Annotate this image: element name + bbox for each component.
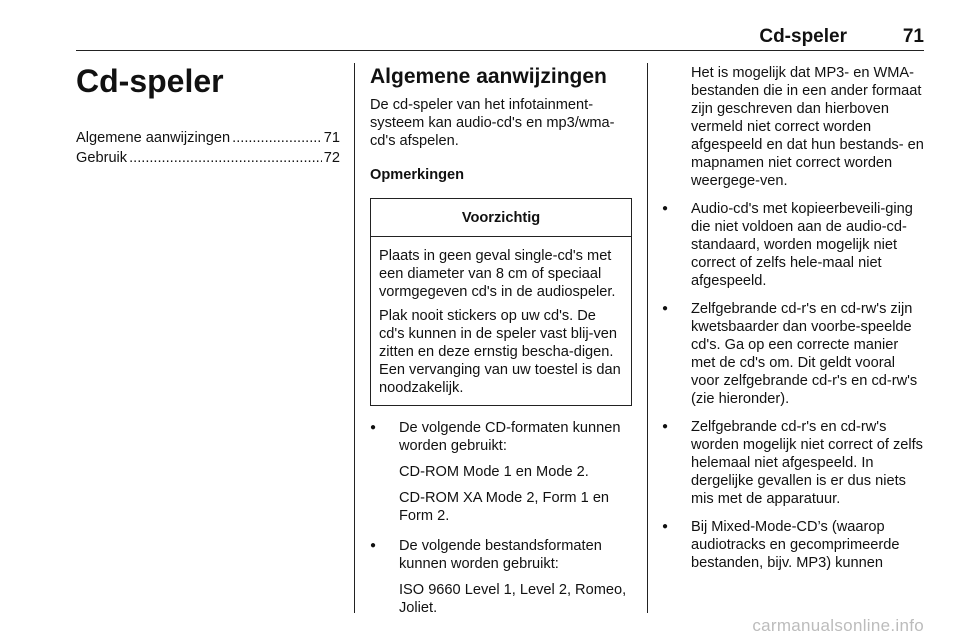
toc-leader-dots	[232, 128, 322, 148]
notes-list	[662, 200, 926, 572]
toc-page: 71	[323, 130, 340, 146]
column-divider-2	[647, 63, 648, 613]
list-item-text: ● De volgende CD-formaten kunnen worden gebruikt:	[399, 420, 621, 454]
section-heading: Algemene aanwijzingen	[370, 65, 607, 88]
header-rule	[76, 50, 924, 51]
caution-title: Voorzichtig	[371, 199, 631, 237]
toc-leader-dots	[129, 148, 322, 168]
toc-entry-gebruik[interactable]	[76, 148, 340, 168]
column-divider-1	[354, 63, 355, 613]
list-item-text: ● De volgende bestandsformaten kunnen worden gebruikt:	[399, 538, 602, 572]
chapter-title: Cd-speler	[76, 63, 224, 99]
toc-label: Gebruik	[76, 150, 128, 166]
list-item	[662, 518, 926, 572]
list-item	[662, 418, 926, 508]
list-item-text: Audio-cd's met kopieerbeveili-ging die niet voldoen aan de audio-cd-standaard, worden mogelijk niet correct of zelfs hele-maal niet afgespeeld.	[691, 201, 913, 289]
list-subitem: CD-ROM XA Mode 2, Form 1 en Form 2.	[399, 490, 610, 524]
toc-entry-algemene-aanwijzingen[interactable]	[76, 128, 340, 148]
list-item	[662, 200, 926, 290]
content-column-1	[370, 64, 632, 617]
list-item-text: Bij Mixed-Mode-CD’s (waarop audiotracks en gecomprimeerde bestanden, bijv. MP3) kunnen	[691, 519, 900, 571]
toc-label: Algemene aanwijzingen	[76, 130, 231, 146]
list-item	[370, 419, 632, 525]
list-subitem: CD-ROM Mode 1 en Mode 2.	[399, 464, 589, 480]
caution-paragraph: Plak nooit stickers op uw cd's. De cd's kunnen in de speler vast blij-ven zitten en deze ernstig bescha-digen. Een vervanging van uw toestel is dan noodzakelijk.	[379, 308, 621, 396]
caution-paragraph: Plaats in geen geval single-cd's met een diameter van 8 cm of speciaal vormgegeven cd's in de audiospeler.	[379, 248, 616, 300]
watermark: carmanualsonline.info	[752, 616, 924, 635]
continued-paragraph: Het is mogelijk dat MP3- en WMA-bestanden die in een ander formaat zijn geschreven dan hierboven vermeld niet correct worden afgespeeld en dat hun bestands- en mapnamen niet correct worden weergege-ven.	[691, 65, 924, 189]
format-list	[370, 419, 632, 617]
list-item-text: Zelfgebrande cd-r's en cd-rw's zijn kwetsbaarder dan voorbe-speelde cd's. Ga op een correcte manier met de cd's om. Dit geldt vooral voor zelfgebrande cd-r's en cd-rw's (zie hieronder).	[691, 301, 918, 407]
list-item	[370, 537, 632, 617]
page-number: 71	[902, 26, 924, 47]
toc-page: 72	[323, 150, 340, 166]
intro-paragraph: De cd-speler van het infotainment-systeem kan audio-cd's en mp3/wma-cd's afspelen.	[370, 97, 615, 149]
list-item-text: Zelfgebrande cd-r's en cd-rw's worden mogelijk niet correct of zelfs helemaal niet afgespeeld. In dergelijke gevallen is er dus niets mis met de apparatuur.	[691, 419, 923, 507]
toc-column	[76, 62, 340, 168]
list-subitem: ISO 9660 Level 1, Level 2, Romeo, Joliet.	[399, 582, 627, 616]
caution-box	[370, 198, 632, 406]
running-header-title: Cd-speler	[759, 26, 847, 47]
list-item	[662, 300, 926, 408]
content-column-2	[662, 64, 926, 572]
subsection-heading: Opmerkingen	[370, 167, 465, 183]
